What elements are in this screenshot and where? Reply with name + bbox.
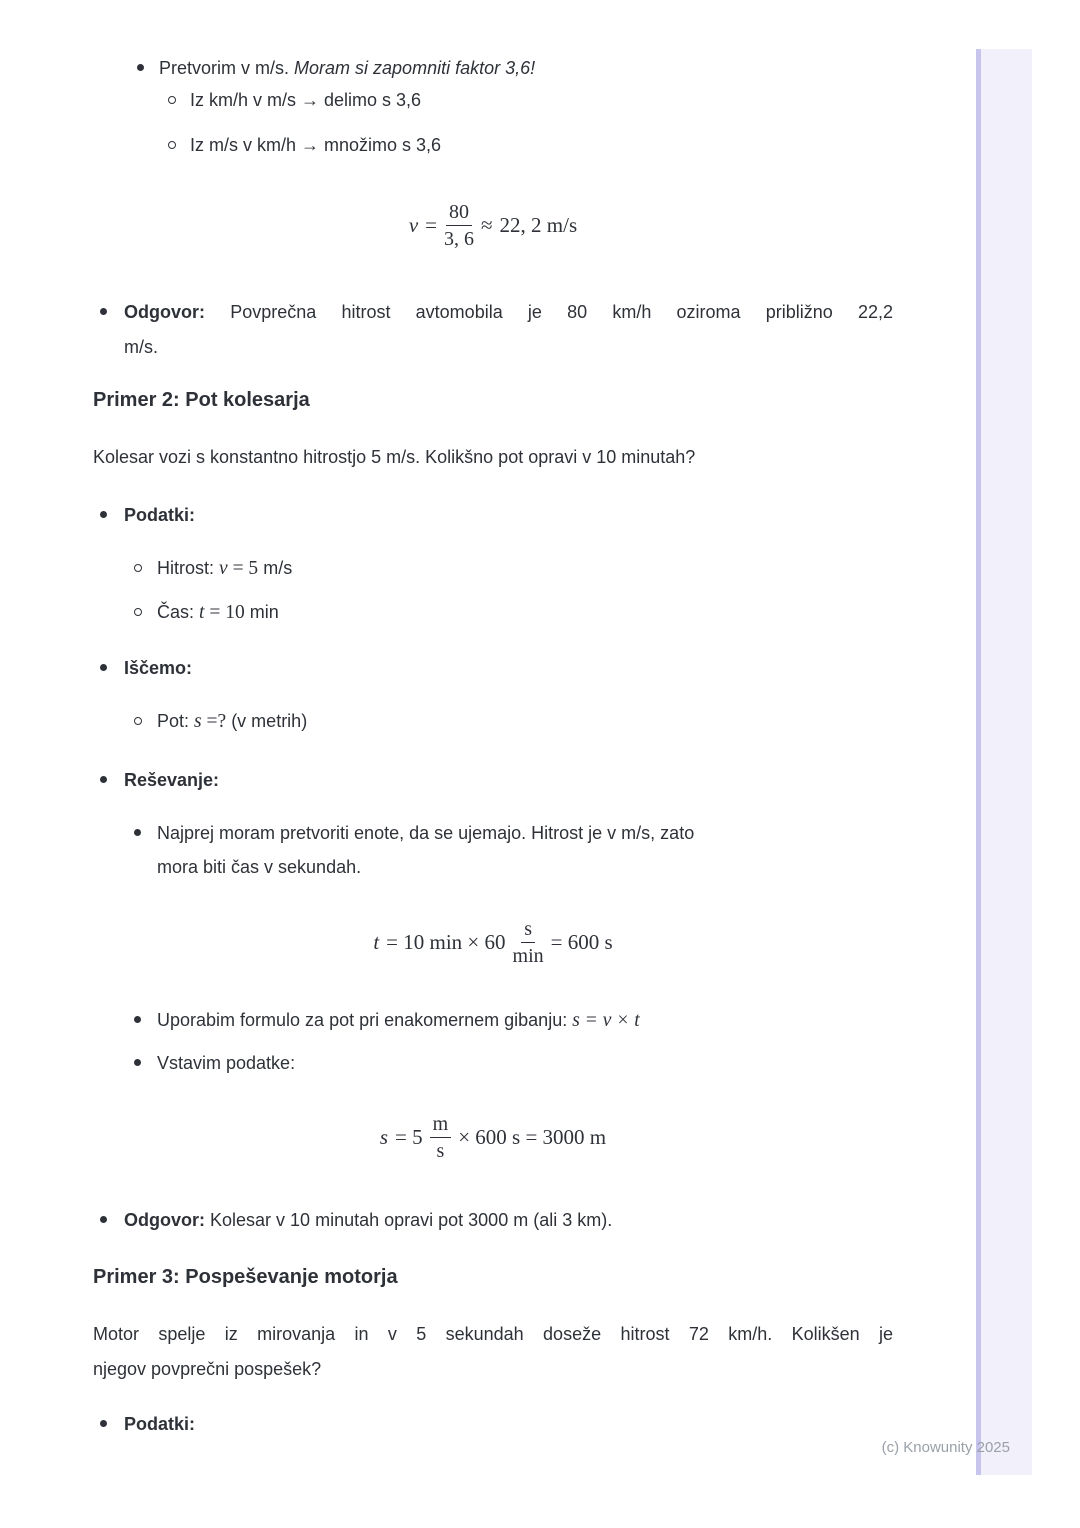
example-2-problem: Kolesar vozi s konstantno hitrostjo 5 m/s. Kolikšno pot opravi v 10 minutah? bbox=[93, 447, 696, 467]
bullet-item-step-1 bbox=[93, 816, 893, 884]
bullet-item-hitrost bbox=[93, 551, 893, 586]
formula-average-speed bbox=[93, 201, 893, 250]
copyright-notice: (c) Knowunity 2025 bbox=[881, 1439, 1010, 1456]
step-1-text bbox=[157, 816, 893, 884]
bullet-circle-icon bbox=[168, 141, 176, 149]
step-3-text: Vstavim podatke: bbox=[157, 1053, 296, 1073]
bullet-item-pot bbox=[93, 704, 893, 739]
math-post: = 600 s bbox=[550, 930, 613, 954]
bullet-dot-icon bbox=[100, 776, 107, 783]
math-var-s: s bbox=[379, 1125, 389, 1149]
fraction-denominator: min bbox=[512, 945, 544, 967]
pot-text bbox=[157, 704, 893, 739]
bullet-dot-icon bbox=[134, 1016, 141, 1023]
answer-label: Odgovor: bbox=[124, 1210, 205, 1230]
fraction-numerator: 80 bbox=[446, 201, 472, 226]
fraction-numerator: m bbox=[430, 1113, 452, 1138]
bullet-circle-icon bbox=[134, 564, 142, 572]
fraction bbox=[444, 201, 474, 250]
bullet-item-cas bbox=[93, 595, 893, 630]
podatki-3-label bbox=[124, 1407, 893, 1441]
hitrost-label: Hitrost: bbox=[157, 558, 215, 578]
math-result: 22, 2 m/s bbox=[499, 213, 578, 237]
bullet-circle-icon bbox=[168, 96, 176, 104]
podatki-3-label-text: Podatki: bbox=[124, 1414, 196, 1434]
bullet-dot-icon bbox=[100, 1420, 107, 1427]
bullet-dot-icon bbox=[134, 829, 141, 836]
math-var-v: v bbox=[219, 558, 228, 579]
podatki-label-text: Podatki: bbox=[124, 505, 196, 525]
hitrost-text bbox=[157, 551, 893, 586]
formula-distance bbox=[93, 1113, 893, 1162]
answer-2-body: Kolesar v 10 minutah opravi pot 3000 m (ali 3 km). bbox=[210, 1210, 613, 1230]
formula-distance-math bbox=[380, 1113, 606, 1162]
fraction bbox=[513, 918, 544, 967]
page-edge-decoration bbox=[976, 49, 1032, 1475]
bullet-item-iscemo bbox=[93, 651, 893, 685]
resevanje-label-text: Reševanje: bbox=[124, 770, 220, 790]
bullet-item-answer-2 bbox=[93, 1203, 893, 1237]
bullet-dot-icon bbox=[134, 1059, 141, 1066]
rule-1-text: Iz km/h v m/s → delimo s 3,6 bbox=[190, 90, 422, 110]
bullet-item-step-2 bbox=[93, 1003, 893, 1038]
bullet-item-step-3 bbox=[93, 1046, 893, 1080]
bullet-item-conversion bbox=[93, 52, 893, 84]
step-1-line-1: Najprej moram pretvoriti enote, da se ujemajo. Hitrost je v m/s, zato bbox=[157, 823, 695, 843]
pot-unit: (v metrih) bbox=[231, 711, 308, 731]
formula-time-math bbox=[373, 918, 612, 967]
math-expression: s = v × t bbox=[572, 1010, 640, 1031]
bullet-dot-icon bbox=[137, 64, 144, 71]
iscemo-label bbox=[124, 651, 893, 685]
bullet-item-podatki bbox=[93, 498, 893, 532]
conversion-note-italic: Moram si zapomniti faktor 3,6! bbox=[294, 58, 536, 78]
math-value: = 10 bbox=[209, 602, 245, 623]
bullet-dot-icon bbox=[100, 511, 107, 518]
math-post: × 600 s = 3000 m bbox=[458, 1125, 607, 1149]
math-pre: = 5 bbox=[395, 1125, 423, 1149]
hitrost-unit: m/s bbox=[263, 558, 293, 578]
math-var-s: s bbox=[194, 711, 202, 732]
bullet-circle-icon bbox=[134, 608, 142, 616]
answer-1-line-1 bbox=[124, 295, 893, 330]
answer-label: Odgovor: bbox=[124, 302, 205, 322]
math-var-t: t bbox=[199, 602, 205, 623]
bullet-item-answer-1 bbox=[93, 295, 893, 365]
bullet-item-rule-2 bbox=[93, 129, 893, 161]
cas-label: Čas: bbox=[157, 602, 195, 622]
math-value: = 5 bbox=[232, 558, 259, 579]
heading-example-3: Primer 3: Pospeševanje motorja bbox=[93, 1266, 398, 1288]
bullet-circle-icon bbox=[134, 717, 142, 725]
example-3-problem bbox=[93, 1317, 893, 1387]
hitrost-math bbox=[219, 558, 258, 579]
resevanje-label bbox=[124, 763, 893, 797]
bullet-item-podatki-3 bbox=[93, 1407, 893, 1441]
bullet-dot-icon bbox=[100, 664, 107, 671]
bullet-item-resevanje bbox=[93, 763, 893, 797]
bullet-dot-icon bbox=[100, 1216, 107, 1223]
fraction-denominator: 3, 6 bbox=[444, 228, 475, 250]
conversion-lead-text: Pretvorim v m/s. bbox=[159, 58, 290, 78]
bullet-item-rule-1 bbox=[93, 84, 893, 116]
step-2-math bbox=[572, 1010, 639, 1031]
answer-2-text bbox=[124, 1203, 893, 1237]
iscemo-label-text: Iščemo: bbox=[124, 658, 193, 678]
document-content bbox=[93, 0, 893, 1441]
cas-math bbox=[199, 602, 245, 623]
math-var-v: v bbox=[408, 213, 419, 237]
pot-label: Pot: bbox=[157, 711, 190, 731]
rule-2-text: Iz m/s v km/h → množimo s 3,6 bbox=[190, 135, 442, 155]
math-pre: = 10 min × 60 bbox=[386, 930, 506, 954]
pot-math bbox=[194, 711, 226, 732]
step-2-label: Uporabim formulo za pot pri enakomernem gibanju: bbox=[157, 1010, 568, 1030]
step-2-text bbox=[157, 1003, 893, 1038]
formula-average-speed-math bbox=[409, 201, 577, 250]
cas-unit: min bbox=[249, 602, 279, 622]
heading-example-2: Primer 2: Pot kolesarja bbox=[93, 389, 310, 411]
math-equals: = bbox=[425, 213, 438, 237]
conversion-lead bbox=[159, 52, 893, 84]
answer-1-body: Povprečna hitrost avtomobila je 80 km/h oziroma približno 22,2 bbox=[230, 302, 893, 322]
podatki-label bbox=[124, 498, 893, 532]
example-3-problem-line-1: Motor spelje iz mirovanja in v 5 sekundah doseže hitrost 72 km/h. Kolikšen je bbox=[93, 1324, 893, 1344]
formula-time-conversion bbox=[93, 918, 893, 967]
math-var-t: t bbox=[373, 930, 380, 954]
fraction-denominator: s bbox=[436, 1140, 445, 1162]
answer-1-line-2: m/s. bbox=[124, 337, 158, 357]
example-3-problem-line-2: njegov povprečni pospešek? bbox=[93, 1359, 322, 1379]
cas-text bbox=[157, 595, 893, 630]
step-1-line-2: mora biti čas v sekundah. bbox=[157, 857, 362, 877]
math-value: =? bbox=[206, 711, 227, 732]
bullet-dot-icon bbox=[100, 308, 107, 315]
math-approx: ≈ bbox=[481, 213, 493, 237]
fraction-numerator: s bbox=[521, 918, 535, 943]
fraction bbox=[430, 1113, 452, 1162]
answer-1-text bbox=[124, 295, 893, 365]
